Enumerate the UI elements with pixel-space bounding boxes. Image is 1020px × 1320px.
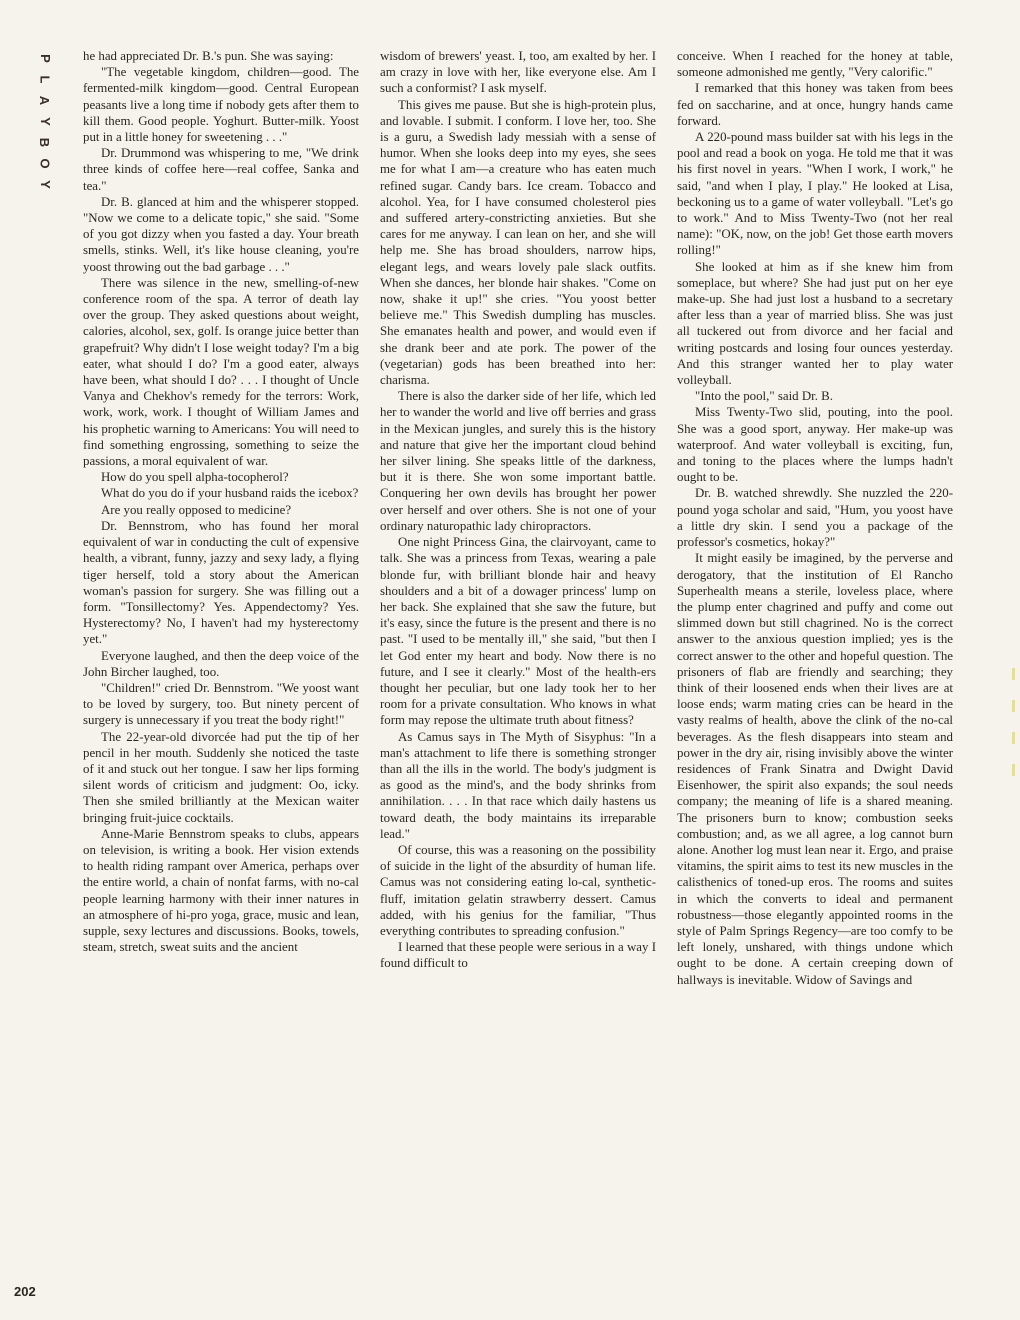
paragraph: As Camus says in The Myth of Sisyphus: "In a man's attachment to life there is something stronger than all the ills in the world. The body's judgment is as good as the mind's, and the body shrinks from annihilation. . . . In that race which daily hastens us toward death, the body maintains its irreparable lead.": [380, 729, 656, 841]
paragraph: I learned that these people were serious in a way I found difficult to: [380, 940, 656, 971]
page-number: 202: [14, 1284, 36, 1299]
paragraph: Are you really opposed to medicine?: [101, 502, 292, 517]
paragraph: The 22-year-old divorcée had put the tip of her pencil in her mouth. Suddenly she noticed the taste of it and stuck out her tongue. I saw her lips forming silent words of criticism and judgment: Oo, icky. Then she smiled brilliantly at the Mexican waiter bringing fruit-juice cocktails.: [83, 729, 359, 825]
sidebar-letter: P: [37, 54, 53, 63]
paragraph: How do you spell alpha-tocopherol?: [101, 470, 289, 485]
paragraph: She looked at him as if she knew him from someplace, but where? She had just put on her eye make-up. She had just lost a husband to a secretary after less than a year of married bliss. She was just all tuckered out from divorce and her facial and writing postcards and losing four ounces yesterday. And this stranger wanted her to play water volleyball.: [677, 259, 953, 388]
paragraph: Dr. B. watched shrewdly. She nuzzled the 220-pound yoga scholar and said, "Hum, you yoost have a little dry skin. I send you a package of the professor's cosmetics, hokay?": [677, 486, 953, 550]
paragraph: he had appreciated Dr. B.'s pun. She was saying:: [83, 49, 334, 63]
paragraph: One night Princess Gina, the clairvoyant, came to talk. She was a princess from Texas, wearing a pale blonde fur, with brilliant blonde hair and heavy shoulders and a bit of a dowager princess' lump on her back. She explained that she saw the future, but it's easy, since the future is the present and there is no past. "I used to be mentally ill," she said, "but then I let God enter my heart and body. Now there is no future, and I see it clearly." Most of the health-ers thought her peculiar, but one lady took her to her room for a private consultation. Who knows in what form may repose the ultimate truth about fitness?: [380, 535, 656, 728]
edge-mark: [1012, 668, 1015, 680]
paragraph: A 220-pound mass builder sat with his legs in the pool and read a book on yoga. He told me that it was his first novel in years. "When I work, I work," he said, "and when I play, I play." He looked at Lisa, beckoning us to a game of water volleyball. "Let's go to work." And to Miss Twenty-Two (not her real name): "OK, now, on the job! Get those earth movers rolling!": [677, 130, 953, 258]
sidebar-letter: A: [37, 95, 53, 106]
edge-marks: [1012, 668, 1016, 796]
paragraph: It might easily be imagined, by the perverse and derogatory, that the institution of El Rancho Superhealth means a sterile, loveless place, where the plump enter chagrined and puffy and come out slimmed down but still chagrined. No is the correct answer to the anxious question implied; yes is the correct answer to the other and hopeful question. The prisoners of flab are friendly and searching; they think of their loosened ends when their lives are at loose ends; warm mating cries can be heard in the vasty realms of health, above the clink of the no-cal beverages. As the flesh disappears into steam and power in the dry air, rising invisibly above the winter residences of Frank Sinatra and Dwight David Eisenhower, the spirit also expands; the soul needs company; the meaning of life is a shared meaning. The prisoners burn to know; combustion seeks combustion; and, as we all agree, a log cannot burn alone. Another log must lean near it. Ergo, and praise vitamins, the spirit aims to test its new muscles in the calisthenics of toned-up eros. The rooms and suites in which the converts to ideal and permanent robustness—those elegantly appointed rooms in the style of Palm Springs Regency—are too comfy to be left lonely, unshared, with things undone which ought to be done. A certain creeping down of hallways is inevitable. Widow of Savings and: [677, 551, 953, 987]
paragraph: I remarked that this honey was taken from bees fed on saccharine, and at once, hungry hands came forward.: [677, 81, 953, 128]
magazine-sidebar-label: [34, 48, 56, 195]
paragraph: conceive. When I reached for the honey at table, someone admonished me gently, "Very calorific.": [677, 49, 953, 80]
paragraph: There is also the darker side of her life, which led her to wander the world and live off berries and grass in the Mexican jungles, and surely this is the history and nature that give her the important cloud behind her silver lining. She speaks little of the darkness, but it is there. She won some important battle. Conquering her own devils has brought her power over herself and over others. She is not one of your ordinary naturopathic lady chiropractors.: [380, 389, 656, 533]
sidebar-letter: L: [37, 75, 53, 84]
paragraph: Of course, this was a reasoning on the possibility of suicide in the light of the absurdity of human life. Camus was not considering eating lo-cal, synthetic-fluff, imitation gelatin strawberry dessert. Camus added, with his genius for the familiar, "Thus everything contributes to spreading confusion.": [380, 842, 656, 938]
edge-mark: [1012, 732, 1015, 744]
paragraph: Dr. B. glanced at him and the whisperer stopped. "Now we come to a delicate topic," she said. "Some of you got dizzy when you fasted a day. Your breath smells, stinks. Well, it's like house cleaning, you're yoost throwing out the bad garbage . . .": [83, 194, 359, 274]
text-column-3: [677, 48, 953, 988]
paragraph: "The vegetable kingdom, children—good. The fermented-milk kingdom—good. Central European peasants live a long time if nobody gets after them to kill them. Good people. Yoghurt. Butter-milk. Yoost put in a little honey for sweetening . . .": [83, 65, 359, 145]
edge-mark: [1012, 764, 1015, 776]
text-column-1: [83, 48, 359, 955]
sidebar-letter: O: [37, 158, 53, 169]
paragraph: Dr. Drummond was whispering to me, "We drink three kinds of coffee here—real coffee, Sanka and tea.": [83, 146, 359, 193]
paragraph: "Children!" cried Dr. Bennstrom. "We yoost want to be loved by surgery, too. But ninety percent of surgery is unnecessary if you treat the body right!": [83, 680, 359, 728]
paragraph: What do you do if your husband raids the icebox?: [101, 486, 359, 501]
text-column-2: [380, 48, 656, 972]
sidebar-letter: B: [37, 137, 53, 148]
paragraph: There was silence in the new, smelling-of-new conference room of the spa. A terror of death lay over the group. They asked questions about weight, calories, alcohol, sex, golf. Is orange juice better than grapefruit? Why didn't I lose weight today? I'm a big eater, what should I do? I'm a good eater, always have been, what should I do? . . . I thought of Uncle Vanya and Chekhov's remedy for the terrors: Work, work, work, work. I thought of William James and his prophetic warning to Americans: You will need to find something engrossing, something to seize the passions, a moral equivalent of war.: [83, 275, 359, 469]
paragraph: Miss Twenty-Two slid, pouting, into the pool. She was a good sport, anyway. Her make-up was waterproof. And water volleyball is exciting, fun, and toning to the places where the lumps hadn't ought to be.: [677, 405, 953, 485]
paragraph: This gives me pause. But she is high-protein plus, and lovable. I submit. I conform. I love her, too. She is a guru, a Swedish lady messiah with a sense of humor. When she looks deep into my eyes, she sees me for what I am—a creature who has eaten much refined sugar. Candy bars. Ice cream. Tobacco and alcohol. Yea, for I have consumed cholesterol pies and suffered artery-constricting anxieties. But she cares for me anyway. I can lean on her, and she will help me. She has broad shoulders, narrow hips, elegant legs, and wears lovely pale slack outfits. When she dances, her blonde hair shakes. "Come on now, shake it up!" she cries. "You yoost better believe me." This Swedish dumpling has muscles. She emanates health and power, and would even if she drank beer and ate pork. The power of the (vegetarian) gods has been breathed into her: charisma.: [380, 97, 656, 388]
paragraph: Dr. Bennstrom, who has found her moral equivalent of war in conducting the cult of expensive health, a vibrant, funny, jazzy and sexy lady, a flying tiger herself, told a story about the American woman's passion for surgery. She was filling out a form. "Tonsillectomy? Yes. Appendectomy? Yes. Hysterectomy? No, I haven't had my hysterectomy yet.": [83, 518, 359, 647]
sidebar-letter: Y: [37, 180, 53, 189]
paragraph: Everyone laughed, and then the deep voice of the John Bircher laughed, too.: [83, 648, 359, 679]
paragraph: Anne-Marie Bennstrom speaks to clubs, appears on television, is writing a book. Her vision extends to health riding rampant over America, perhaps over the entire world, a chain of nonfat farms, with no-cal people learning harmony with their inner natures in an atmosphere of hi-pro yoga, grace, music and lean, supple, sexy lectures and discussions. Books, towels, steam, stretch, sweat suits and the ancient: [83, 826, 359, 955]
paragraph: "Into the pool," said Dr. B.: [695, 389, 833, 404]
paragraph: wisdom of brewers' yeast. I, too, am exalted by her. I am crazy in love with her, like everyone else. Am I such a conformist? I ask myself.: [380, 49, 656, 96]
edge-mark: [1012, 700, 1015, 712]
sidebar-letter: Y: [37, 117, 53, 126]
